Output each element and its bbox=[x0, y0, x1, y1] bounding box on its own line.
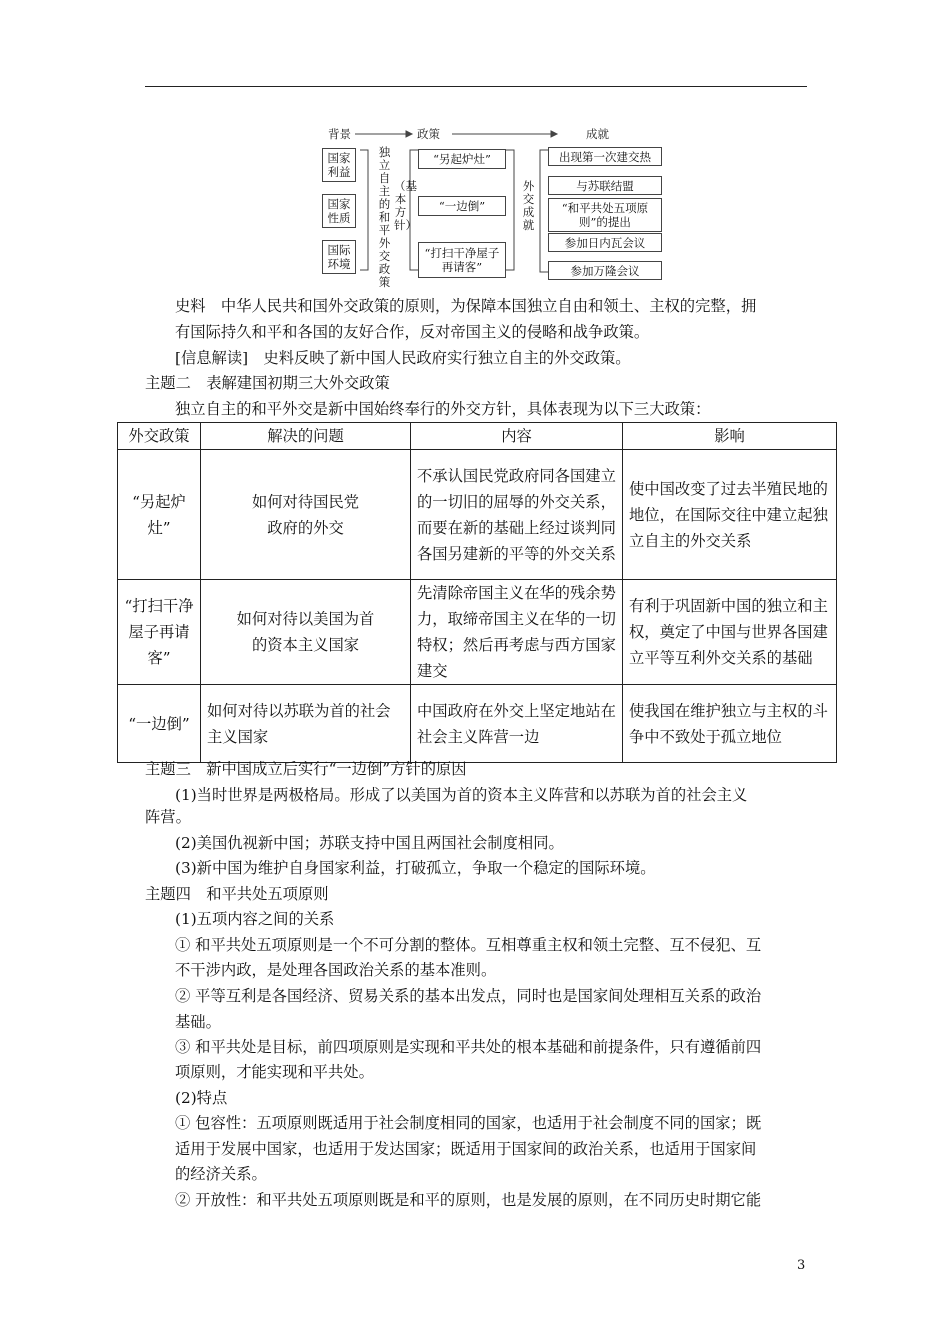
bg-box-national-interest: 国家利益 bbox=[322, 148, 356, 182]
diagram-header-policy: 政策 bbox=[417, 127, 440, 141]
table-row bbox=[118, 685, 837, 763]
table-row bbox=[118, 580, 837, 685]
achievement-box-3: “和平共处五项原则”的提出 bbox=[548, 198, 662, 232]
cell-content: 先清除帝国主义在华的残余势力，取缔帝国主义在华的一切特权；然后再考虑与西方国家建交 bbox=[411, 580, 623, 685]
table-row bbox=[118, 450, 837, 580]
topic3-p1-line2: 阵营。 bbox=[145, 808, 191, 826]
topic4-e1: ② 开放性：和平共处五项原则既是和平的原则，也是发展的原则，在不同历史时期它能 bbox=[175, 1191, 762, 1209]
table-header-row bbox=[118, 423, 837, 450]
achievement-box-2: 与苏联结盟 bbox=[548, 176, 662, 195]
cell-impact: 使中国改变了过去半殖民地的地位，在国际交往中建立起独立自主的外交关系 bbox=[623, 450, 837, 580]
topic4-b1: ② 平等互利是各国经济、贸易关系的基本出发点，同时也是国家间处理相互关系的政治 bbox=[175, 987, 762, 1005]
topic2-title: 主题二 表解建国初期三大外交政策 bbox=[145, 374, 390, 392]
cell-policy: “另起炉灶” bbox=[118, 450, 201, 580]
topic4-c2: 项原则，才能实现和平共处。 bbox=[175, 1063, 374, 1081]
header-problem: 解决的问题 bbox=[201, 423, 411, 450]
source-note: [信息解读] 史料反映了新中国人民政府实行独立自主的外交政策。 bbox=[175, 349, 631, 367]
bg-box-national-nature: 国家性质 bbox=[322, 194, 356, 228]
header-content: 内容 bbox=[411, 423, 623, 450]
header-impact: 影响 bbox=[623, 423, 837, 450]
topic4-d2: 适用于发展中国家，也适用于发达国家；既适用于国家间的政治关系，也适用于国家间 bbox=[175, 1140, 757, 1158]
cell-content: 中国政府在外交上坚定地站在社会主义阵营一边 bbox=[411, 685, 623, 763]
bg-box-intl-environment: 国际环境 bbox=[322, 240, 356, 274]
policy-box-clean-house: “打扫干净屋子再请客” bbox=[418, 242, 506, 278]
topic3-p2: (2)美国仇视新中国；苏联支持中国且两国社会制度相同。 bbox=[175, 834, 564, 852]
header-policy: 外交政策 bbox=[118, 423, 201, 450]
center-policy-subtitle: （基本方针） bbox=[394, 179, 417, 232]
cell-problem: 如何对待国民党政府的外交 bbox=[201, 450, 411, 580]
source-line-1: 史料 中华人民共和国外交政策的原则，为保障本国独立自由和领土、主权的完整，拥 bbox=[175, 297, 757, 315]
achievement-box-4: 参加日内瓦会议 bbox=[548, 233, 662, 252]
source-line-2: 有国际持久和平和各国的友好合作，反对帝国主义的侵略和战争政策。 bbox=[175, 323, 650, 341]
cell-impact: 有利于巩固新中国的独立和主权，奠定了中国与世界各国建立平等互利外交关系的基础 bbox=[623, 580, 837, 685]
cell-problem: 如何对待以美国为首的资本主义国家 bbox=[201, 580, 411, 685]
cell-problem: 如何对待以苏联为首的社会主义国家 bbox=[201, 685, 411, 763]
cell-content: 不承认国民党政府同各国建立的一切旧的屈辱的外交关系，而要在新的基础上经过谈判同各国另建新的平等的外交关系 bbox=[411, 450, 623, 580]
topic4-a2: 不干涉内政，是处理各国政治关系的基本准则。 bbox=[175, 961, 497, 979]
topic4-d1: ① 包容性：五项原则既适用于社会制度相同的国家，也适用于社会制度不同的国家；既 bbox=[175, 1114, 762, 1132]
topic2-intro: 独立自主的和平外交是新中国始终奉行的外交方针，具体表现为以下三大政策： bbox=[175, 400, 711, 418]
cell-policy: “一边倒” bbox=[118, 685, 201, 763]
topic3-p1-line1: (1)当时世界是两极格局。形成了以美国为首的资本主义阵营和以苏联为首的社会主义 bbox=[175, 786, 748, 804]
diagram-header-background: 背景 bbox=[328, 127, 351, 141]
topic3-p3: (3)新中国为维护自身国家利益，打破孤立，争取一个稳定的国际环境。 bbox=[175, 859, 656, 877]
topic4-c1: ③ 和平共处是目标，前四项原则是实现和平共处的根本基础和前提条件，只有遵循前四 bbox=[175, 1038, 762, 1056]
topic4-b2: 基础。 bbox=[175, 1013, 221, 1031]
topic3-title: 主题三 新中国成立后实行“一边倒”方针的原因 bbox=[145, 760, 467, 778]
topic4-title: 主题四 和平共处五项原则 bbox=[145, 885, 329, 903]
policy-box-new-stove: “另起炉灶” bbox=[418, 149, 506, 169]
policy-box-lean-one-side: “一边倒” bbox=[418, 196, 506, 216]
topic4-s2: (2)特点 bbox=[175, 1089, 228, 1107]
topic4-a1: ① 和平共处五项原则是一个不可分割的整体。互相尊重主权和领土完整、互不侵犯、互 bbox=[175, 936, 762, 954]
cell-impact: 使我国在维护独立与主权的斗争中不致处于孤立地位 bbox=[623, 685, 837, 763]
center-policy-title: 独立自主的和平外交政策 bbox=[378, 145, 391, 289]
page-number: 3 bbox=[797, 1258, 806, 1273]
topic4-d3: 的经济关系。 bbox=[175, 1165, 267, 1183]
policy-table bbox=[117, 422, 837, 763]
achievement-label: 外交成就 bbox=[522, 179, 535, 232]
achievement-box-1: 出现第一次建交热 bbox=[548, 147, 662, 166]
achievement-box-5: 参加万隆会议 bbox=[548, 261, 662, 280]
topic4-s1: (1)五项内容之间的关系 bbox=[175, 910, 335, 928]
cell-policy: “打扫干净屋子再请客” bbox=[118, 580, 201, 685]
diagram-header-achievement: 成就 bbox=[586, 127, 609, 141]
